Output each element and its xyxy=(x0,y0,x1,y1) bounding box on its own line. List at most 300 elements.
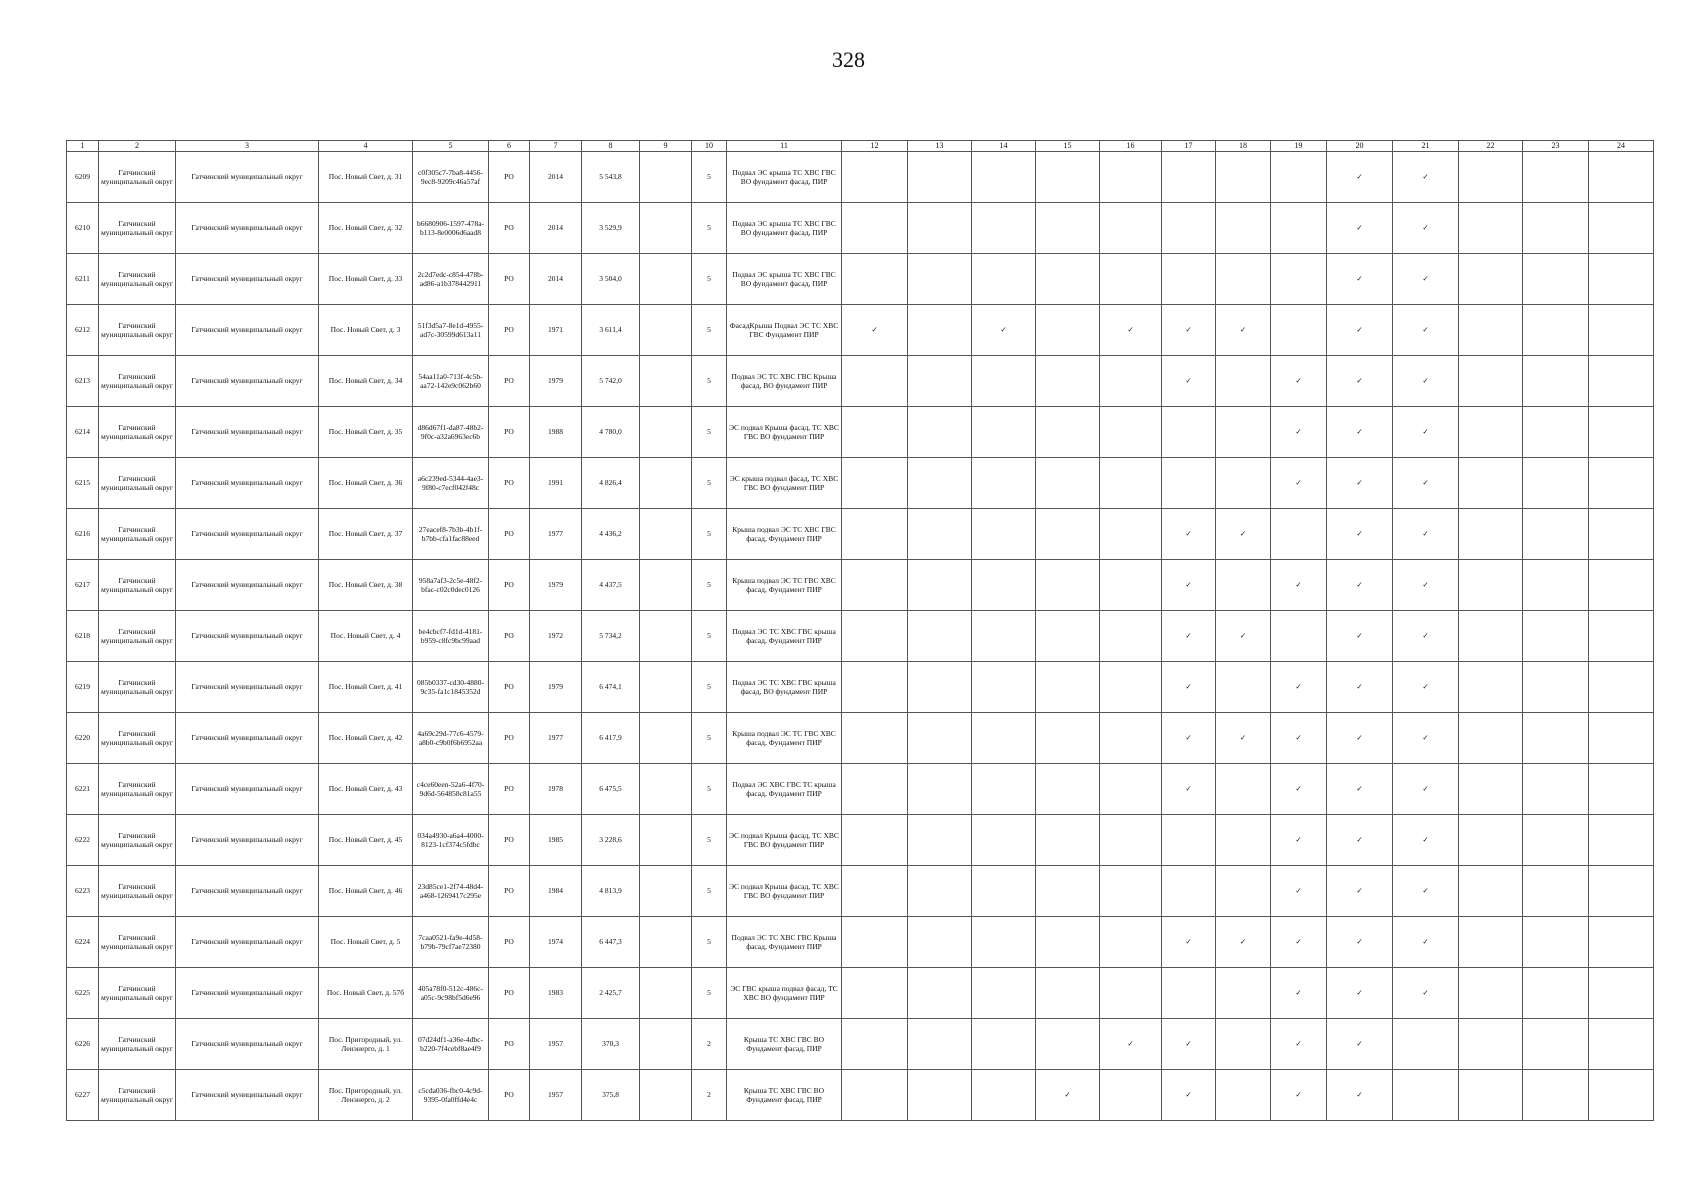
empty-cell-14 xyxy=(972,1070,1036,1121)
check-mark-col-19: ✓ xyxy=(1271,662,1327,713)
guid-cell: 54aa11a0-713f-4c5b-aa72-142e9c062b60 xyxy=(413,356,489,407)
area-cell: 5 543,8 xyxy=(582,152,640,203)
empty-cell-14 xyxy=(972,152,1036,203)
floors-cell: 5 xyxy=(692,407,727,458)
row-number: 6219 xyxy=(67,662,99,713)
year-cell: 1991 xyxy=(530,458,582,509)
municipality-cell: Гатчинский муниципальный округ xyxy=(176,407,319,458)
year-cell: 1979 xyxy=(530,356,582,407)
empty-cell-24 xyxy=(1589,968,1654,1019)
check-mark-col-21: ✓ xyxy=(1393,917,1459,968)
table-row xyxy=(67,815,1654,866)
row-number: 6212 xyxy=(67,305,99,356)
address-cell: Пос. Новый Свет, д. 43 xyxy=(319,764,413,815)
check-mark-col-20: ✓ xyxy=(1327,152,1393,203)
empty-cell-15 xyxy=(1036,458,1100,509)
type-cell: РО xyxy=(489,764,530,815)
empty-cell-22 xyxy=(1459,560,1523,611)
empty-cell-22 xyxy=(1459,254,1523,305)
check-mark-col-20: ✓ xyxy=(1327,815,1393,866)
empty-cell-18 xyxy=(1216,968,1271,1019)
works-cell: Подвал ЭС ТС ХВС ГВС крыша фасад, Фундамент ПИР xyxy=(727,611,842,662)
check-mark-col-20: ✓ xyxy=(1327,968,1393,1019)
table-body xyxy=(67,152,1654,1121)
check-mark-col-20: ✓ xyxy=(1327,662,1393,713)
empty-cell-22 xyxy=(1459,458,1523,509)
empty-cell-16 xyxy=(1100,458,1162,509)
empty-cell-12 xyxy=(842,713,908,764)
check-mark-col-21: ✓ xyxy=(1393,407,1459,458)
column-header-2: 2 xyxy=(99,141,176,152)
type-cell: РО xyxy=(489,713,530,764)
empty-cell-12 xyxy=(842,560,908,611)
municipality-cell: Гатчинский муниципальный округ xyxy=(176,662,319,713)
empty-cell-23 xyxy=(1523,152,1589,203)
address-cell: Пос. Новый Свет, д. 45 xyxy=(319,815,413,866)
floors-cell: 5 xyxy=(692,560,727,611)
check-mark-col-17: ✓ xyxy=(1162,764,1216,815)
empty-cell-12 xyxy=(842,152,908,203)
empty-cell-24 xyxy=(1589,203,1654,254)
area-cell: 3 529,9 xyxy=(582,203,640,254)
year-cell: 1979 xyxy=(530,662,582,713)
empty-cell-16 xyxy=(1100,560,1162,611)
empty-cell-9 xyxy=(640,1019,692,1070)
empty-cell-12 xyxy=(842,815,908,866)
floors-cell: 5 xyxy=(692,305,727,356)
check-mark-col-20: ✓ xyxy=(1327,866,1393,917)
empty-cell-16 xyxy=(1100,1070,1162,1121)
floors-cell: 5 xyxy=(692,662,727,713)
empty-cell-15 xyxy=(1036,356,1100,407)
empty-cell-22 xyxy=(1459,1070,1523,1121)
address-cell: Пос. Новый Свет, д. 41 xyxy=(319,662,413,713)
type-cell: РО xyxy=(489,509,530,560)
check-mark-col-20: ✓ xyxy=(1327,611,1393,662)
column-header-7: 7 xyxy=(530,141,582,152)
check-mark-col-21: ✓ xyxy=(1393,815,1459,866)
column-header-16: 16 xyxy=(1100,141,1162,152)
empty-cell-24 xyxy=(1589,254,1654,305)
floors-cell: 2 xyxy=(692,1019,727,1070)
empty-cell-23 xyxy=(1523,560,1589,611)
empty-cell-22 xyxy=(1459,407,1523,458)
district-cell: Гатчинский муниципальный округ xyxy=(99,1019,176,1070)
empty-cell-15 xyxy=(1036,254,1100,305)
empty-cell-16 xyxy=(1100,917,1162,968)
municipality-cell: Гатчинский муниципальный округ xyxy=(176,1019,319,1070)
check-mark-col-18: ✓ xyxy=(1216,509,1271,560)
table-row xyxy=(67,764,1654,815)
guid-cell: be4cbcf7-fd1d-4181-b959-c8fc9bc99aad xyxy=(413,611,489,662)
empty-cell-12 xyxy=(842,203,908,254)
empty-cell-14 xyxy=(972,509,1036,560)
empty-cell-13 xyxy=(908,611,972,662)
type-cell: РО xyxy=(489,662,530,713)
address-cell: Пос. Новый Свет, д. 57б xyxy=(319,968,413,1019)
empty-cell-15 xyxy=(1036,407,1100,458)
check-mark-col-19: ✓ xyxy=(1271,1019,1327,1070)
empty-cell-19 xyxy=(1271,254,1327,305)
area-cell: 6 475,5 xyxy=(582,764,640,815)
check-mark-col-18: ✓ xyxy=(1216,305,1271,356)
empty-cell-15 xyxy=(1036,152,1100,203)
floors-cell: 5 xyxy=(692,815,727,866)
empty-cell-9 xyxy=(640,407,692,458)
address-cell: Пос. Новый Свет, д. 34 xyxy=(319,356,413,407)
column-header-22: 22 xyxy=(1459,141,1523,152)
table-row xyxy=(67,152,1654,203)
empty-cell-9 xyxy=(640,458,692,509)
empty-cell-13 xyxy=(908,1019,972,1070)
district-cell: Гатчинский муниципальный округ xyxy=(99,458,176,509)
year-cell: 2014 xyxy=(530,254,582,305)
empty-cell-24 xyxy=(1589,509,1654,560)
municipality-cell: Гатчинский муниципальный округ xyxy=(176,152,319,203)
address-cell: Пос. Новый Свет, д. 31 xyxy=(319,152,413,203)
works-cell: Крыша подвал ЭС ТС ГВС ХВС фасад, Фундамент ПИР xyxy=(727,713,842,764)
check-mark-col-21: ✓ xyxy=(1393,560,1459,611)
column-header-6: 6 xyxy=(489,141,530,152)
empty-cell-21 xyxy=(1393,1019,1459,1070)
table-row xyxy=(67,866,1654,917)
floors-cell: 5 xyxy=(692,203,727,254)
works-cell: ЭС подвал Крыша фасад, ТС ХВС ГВС ВО фундамент ПИР xyxy=(727,815,842,866)
empty-cell-22 xyxy=(1459,1019,1523,1070)
empty-cell-23 xyxy=(1523,407,1589,458)
works-cell: Подвал ЭС крыша ТС ХВС ГВС ВО фундамент фасад, ПИР xyxy=(727,152,842,203)
row-number: 6215 xyxy=(67,458,99,509)
empty-cell-23 xyxy=(1523,866,1589,917)
empty-cell-9 xyxy=(640,764,692,815)
empty-cell-22 xyxy=(1459,713,1523,764)
floors-cell: 5 xyxy=(692,356,727,407)
table-row xyxy=(67,611,1654,662)
row-number: 6209 xyxy=(67,152,99,203)
empty-cell-18 xyxy=(1216,407,1271,458)
empty-cell-15 xyxy=(1036,917,1100,968)
empty-cell-9 xyxy=(640,152,692,203)
check-mark-col-17: ✓ xyxy=(1162,917,1216,968)
column-header-21: 21 xyxy=(1393,141,1459,152)
empty-cell-14 xyxy=(972,866,1036,917)
empty-cell-12 xyxy=(842,1070,908,1121)
municipality-cell: Гатчинский муниципальный округ xyxy=(176,203,319,254)
empty-cell-23 xyxy=(1523,764,1589,815)
year-cell: 1957 xyxy=(530,1019,582,1070)
empty-cell-12 xyxy=(842,611,908,662)
empty-cell-14 xyxy=(972,611,1036,662)
empty-cell-13 xyxy=(908,305,972,356)
row-number: 6221 xyxy=(67,764,99,815)
check-mark-col-19: ✓ xyxy=(1271,917,1327,968)
column-header-14: 14 xyxy=(972,141,1036,152)
check-mark-col-17: ✓ xyxy=(1162,713,1216,764)
guid-cell: 4a69c29d-77c6-4579-a8b0-c9b0f6b6952aa xyxy=(413,713,489,764)
empty-cell-16 xyxy=(1100,611,1162,662)
empty-cell-13 xyxy=(908,509,972,560)
empty-cell-24 xyxy=(1589,917,1654,968)
empty-cell-14 xyxy=(972,917,1036,968)
empty-cell-15 xyxy=(1036,611,1100,662)
check-mark-col-18: ✓ xyxy=(1216,713,1271,764)
check-mark-col-20: ✓ xyxy=(1327,305,1393,356)
empty-cell-24 xyxy=(1589,458,1654,509)
guid-cell: c0f305c7-7ba8-4456-9ec8-9209c46a57af xyxy=(413,152,489,203)
guid-cell: 51f3d5a7-8e1d-4955-ad7c-30599d613a11 xyxy=(413,305,489,356)
empty-cell-13 xyxy=(908,713,972,764)
empty-cell-14 xyxy=(972,815,1036,866)
empty-cell-12 xyxy=(842,662,908,713)
empty-cell-24 xyxy=(1589,305,1654,356)
check-mark-col-17: ✓ xyxy=(1162,662,1216,713)
year-cell: 1979 xyxy=(530,560,582,611)
empty-cell-12 xyxy=(842,968,908,1019)
year-cell: 2014 xyxy=(530,152,582,203)
district-cell: Гатчинский муниципальный округ xyxy=(99,356,176,407)
check-mark-col-16: ✓ xyxy=(1100,1019,1162,1070)
works-cell: ЭС подвал Крыша фасад, ТС ХВС ГВС ВО фундамент ПИР xyxy=(727,866,842,917)
empty-cell-18 xyxy=(1216,764,1271,815)
year-cell: 1977 xyxy=(530,509,582,560)
year-cell: 1971 xyxy=(530,305,582,356)
column-header-9: 9 xyxy=(640,141,692,152)
table-row xyxy=(67,458,1654,509)
check-mark-col-17: ✓ xyxy=(1162,1019,1216,1070)
check-mark-col-20: ✓ xyxy=(1327,254,1393,305)
row-number: 6218 xyxy=(67,611,99,662)
check-mark-col-19: ✓ xyxy=(1271,407,1327,458)
column-header-15: 15 xyxy=(1036,141,1100,152)
floors-cell: 5 xyxy=(692,458,727,509)
empty-cell-14 xyxy=(972,764,1036,815)
area-cell: 375,8 xyxy=(582,1070,640,1121)
works-cell: ФасадКрыша Подвал ЭС ТС ХВС ГВС Фундамент ПИР xyxy=(727,305,842,356)
area-cell: 4 437,5 xyxy=(582,560,640,611)
empty-cell-15 xyxy=(1036,560,1100,611)
works-cell: Подвал ЭС ТС ХВС ГВС Крыша фасад, Фундамент ПИР xyxy=(727,917,842,968)
check-mark-col-20: ✓ xyxy=(1327,203,1393,254)
check-mark-col-20: ✓ xyxy=(1327,1019,1393,1070)
empty-cell-15 xyxy=(1036,509,1100,560)
empty-cell-13 xyxy=(908,152,972,203)
empty-cell-19 xyxy=(1271,152,1327,203)
column-header-18: 18 xyxy=(1216,141,1271,152)
area-cell: 4 780,0 xyxy=(582,407,640,458)
year-cell: 1988 xyxy=(530,407,582,458)
empty-cell-24 xyxy=(1589,1019,1654,1070)
year-cell: 1974 xyxy=(530,917,582,968)
empty-cell-16 xyxy=(1100,356,1162,407)
area-cell: 6 417,9 xyxy=(582,713,640,764)
empty-cell-12 xyxy=(842,866,908,917)
check-mark-col-17: ✓ xyxy=(1162,509,1216,560)
district-cell: Гатчинский муниципальный округ xyxy=(99,815,176,866)
address-cell: Пос. Новый Свет, д. 42 xyxy=(319,713,413,764)
empty-cell-24 xyxy=(1589,1070,1654,1121)
empty-cell-24 xyxy=(1589,866,1654,917)
row-number: 6227 xyxy=(67,1070,99,1121)
check-mark-col-12: ✓ xyxy=(842,305,908,356)
check-mark-col-17: ✓ xyxy=(1162,305,1216,356)
check-mark-col-19: ✓ xyxy=(1271,968,1327,1019)
empty-cell-13 xyxy=(908,917,972,968)
empty-cell-9 xyxy=(640,815,692,866)
empty-cell-17 xyxy=(1162,866,1216,917)
row-number: 6223 xyxy=(67,866,99,917)
empty-cell-15 xyxy=(1036,305,1100,356)
table-row xyxy=(67,356,1654,407)
check-mark-col-21: ✓ xyxy=(1393,611,1459,662)
address-cell: Пос. Пригородный, ул. Ленэнерго, д. 1 xyxy=(319,1019,413,1070)
check-mark-col-20: ✓ xyxy=(1327,407,1393,458)
row-number: 6211 xyxy=(67,254,99,305)
empty-cell-18 xyxy=(1216,203,1271,254)
floors-cell: 5 xyxy=(692,152,727,203)
municipality-cell: Гатчинский муниципальный округ xyxy=(176,254,319,305)
year-cell: 2014 xyxy=(530,203,582,254)
empty-cell-9 xyxy=(640,1070,692,1121)
empty-cell-23 xyxy=(1523,458,1589,509)
area-cell: 4 436,2 xyxy=(582,509,640,560)
municipality-cell: Гатчинский муниципальный округ xyxy=(176,356,319,407)
works-cell: Подвал ЭС ТС ХВС ГВС крыша фасад, ВО фундамент ПИР xyxy=(727,662,842,713)
check-mark-col-20: ✓ xyxy=(1327,560,1393,611)
type-cell: РО xyxy=(489,917,530,968)
area-cell: 6 447,3 xyxy=(582,917,640,968)
row-number: 6224 xyxy=(67,917,99,968)
empty-cell-12 xyxy=(842,764,908,815)
column-header-5: 5 xyxy=(413,141,489,152)
municipality-cell: Гатчинский муниципальный округ xyxy=(176,560,319,611)
type-cell: РО xyxy=(489,815,530,866)
empty-cell-22 xyxy=(1459,917,1523,968)
empty-cell-15 xyxy=(1036,713,1100,764)
floors-cell: 5 xyxy=(692,968,727,1019)
empty-cell-9 xyxy=(640,560,692,611)
year-cell: 1972 xyxy=(530,611,582,662)
column-header-19: 19 xyxy=(1271,141,1327,152)
column-header-8: 8 xyxy=(582,141,640,152)
empty-cell-23 xyxy=(1523,917,1589,968)
check-mark-col-21: ✓ xyxy=(1393,764,1459,815)
empty-cell-19 xyxy=(1271,509,1327,560)
empty-cell-23 xyxy=(1523,815,1589,866)
type-cell: РО xyxy=(489,458,530,509)
area-cell: 5 734,2 xyxy=(582,611,640,662)
empty-cell-13 xyxy=(908,254,972,305)
empty-cell-17 xyxy=(1162,254,1216,305)
table-row xyxy=(67,968,1654,1019)
empty-cell-16 xyxy=(1100,203,1162,254)
check-mark-col-17: ✓ xyxy=(1162,356,1216,407)
district-cell: Гатчинский муниципальный округ xyxy=(99,611,176,662)
column-header-23: 23 xyxy=(1523,141,1589,152)
floors-cell: 5 xyxy=(692,917,727,968)
empty-cell-13 xyxy=(908,662,972,713)
address-cell: Пос. Новый Свет, д. 3 xyxy=(319,305,413,356)
empty-cell-9 xyxy=(640,611,692,662)
table-row xyxy=(67,254,1654,305)
empty-cell-16 xyxy=(1100,152,1162,203)
empty-cell-16 xyxy=(1100,968,1162,1019)
housing-registry-table xyxy=(66,140,1654,1121)
empty-cell-18 xyxy=(1216,1070,1271,1121)
empty-cell-14 xyxy=(972,356,1036,407)
empty-cell-15 xyxy=(1036,1019,1100,1070)
empty-cell-23 xyxy=(1523,968,1589,1019)
empty-cell-15 xyxy=(1036,815,1100,866)
empty-cell-9 xyxy=(640,662,692,713)
column-header-3: 3 xyxy=(176,141,319,152)
check-mark-col-21: ✓ xyxy=(1393,968,1459,1019)
empty-cell-9 xyxy=(640,305,692,356)
empty-cell-23 xyxy=(1523,305,1589,356)
guid-cell: 085b0337-cd30-4880-9c35-fa1c1845352d xyxy=(413,662,489,713)
address-cell: Пос. Новый Свет, д. 4 xyxy=(319,611,413,662)
empty-cell-17 xyxy=(1162,968,1216,1019)
table-row xyxy=(67,509,1654,560)
address-cell: Пос. Новый Свет, д. 32 xyxy=(319,203,413,254)
type-cell: РО xyxy=(489,866,530,917)
table-row xyxy=(67,1070,1654,1121)
check-mark-col-19: ✓ xyxy=(1271,764,1327,815)
page-number: 328 xyxy=(832,47,865,72)
type-cell: РО xyxy=(489,968,530,1019)
works-cell: ЭС крыша подвал фасад, ТС ХВС ГВС ВО фундамент ПИР xyxy=(727,458,842,509)
empty-cell-24 xyxy=(1589,713,1654,764)
check-mark-col-21: ✓ xyxy=(1393,713,1459,764)
address-cell: Пос. Новый Свет, д. 37 xyxy=(319,509,413,560)
guid-cell: b6680906-1597-478a-b113-8e0006d6aad8 xyxy=(413,203,489,254)
empty-cell-14 xyxy=(972,662,1036,713)
address-cell: Пос. Новый Свет, д. 5 xyxy=(319,917,413,968)
district-cell: Гатчинский муниципальный округ xyxy=(99,152,176,203)
empty-cell-15 xyxy=(1036,203,1100,254)
district-cell: Гатчинский муниципальный округ xyxy=(99,866,176,917)
check-mark-col-17: ✓ xyxy=(1162,611,1216,662)
check-mark-col-21: ✓ xyxy=(1393,356,1459,407)
row-number: 6226 xyxy=(67,1019,99,1070)
municipality-cell: Гатчинский муниципальный округ xyxy=(176,713,319,764)
empty-cell-13 xyxy=(908,1070,972,1121)
empty-cell-22 xyxy=(1459,611,1523,662)
empty-cell-14 xyxy=(972,1019,1036,1070)
empty-cell-13 xyxy=(908,203,972,254)
type-cell: РО xyxy=(489,305,530,356)
district-cell: Гатчинский муниципальный округ xyxy=(99,560,176,611)
type-cell: РО xyxy=(489,356,530,407)
check-mark-col-14: ✓ xyxy=(972,305,1036,356)
district-cell: Гатчинский муниципальный округ xyxy=(99,968,176,1019)
check-mark-col-15: ✓ xyxy=(1036,1070,1100,1121)
column-header-17: 17 xyxy=(1162,141,1216,152)
check-mark-col-20: ✓ xyxy=(1327,1070,1393,1121)
works-cell: Подвал ЭС ТС ХВС ГВС Крыша фасад, ВО фундамент ПИР xyxy=(727,356,842,407)
row-number: 6225 xyxy=(67,968,99,1019)
empty-cell-22 xyxy=(1459,356,1523,407)
table-row xyxy=(67,305,1654,356)
district-cell: Гатчинский муниципальный округ xyxy=(99,203,176,254)
row-number: 6213 xyxy=(67,356,99,407)
empty-cell-12 xyxy=(842,917,908,968)
type-cell: РО xyxy=(489,1019,530,1070)
empty-cell-24 xyxy=(1589,764,1654,815)
empty-cell-15 xyxy=(1036,662,1100,713)
empty-cell-17 xyxy=(1162,152,1216,203)
year-cell: 1985 xyxy=(530,815,582,866)
municipality-cell: Гатчинский муниципальный округ xyxy=(176,458,319,509)
